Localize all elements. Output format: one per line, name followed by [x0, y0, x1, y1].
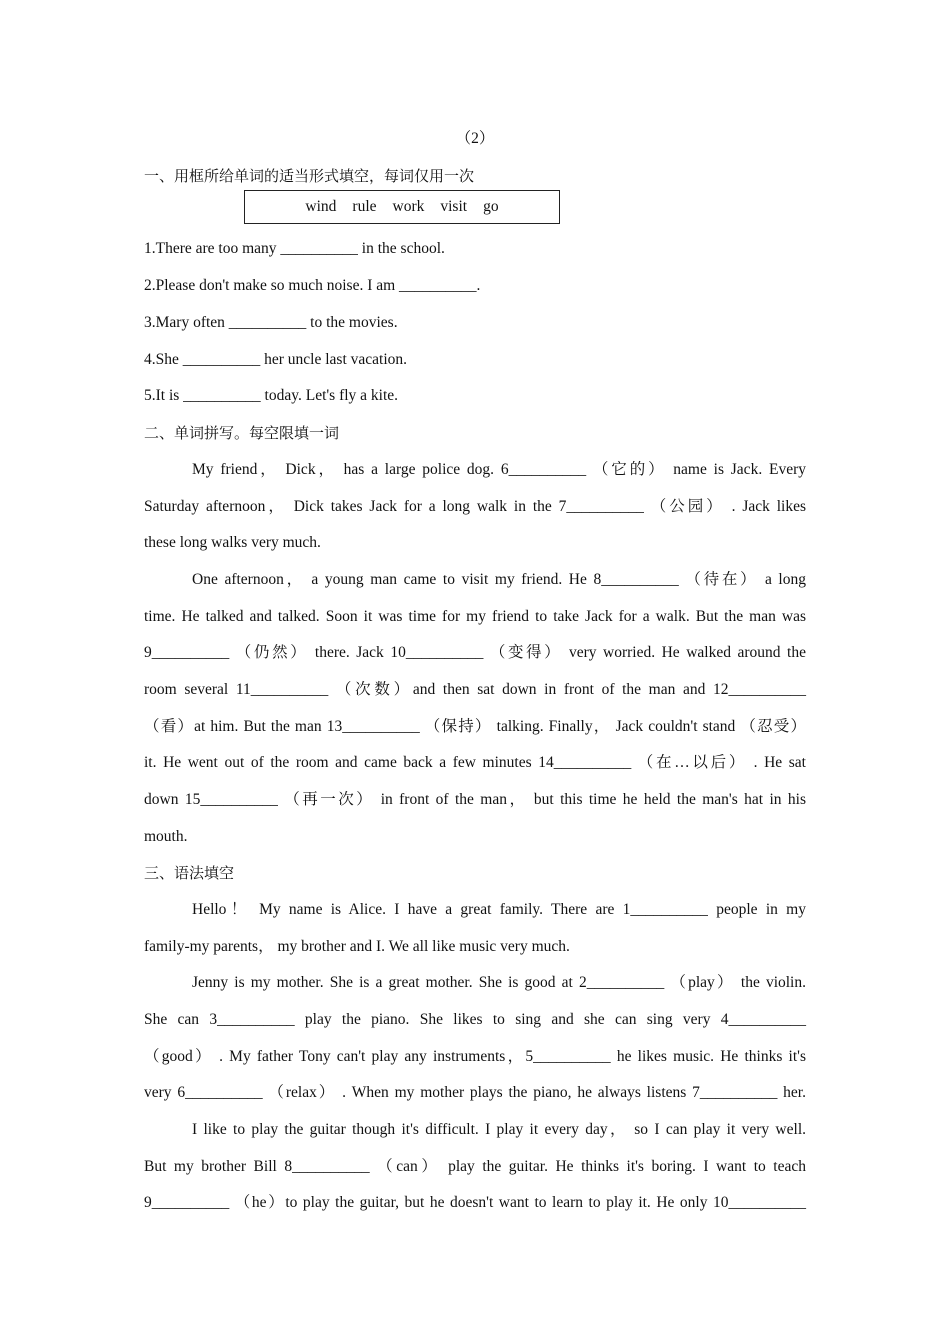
- question-item: 5.It is __________ today. Let's fly a kite.: [144, 387, 399, 404]
- passage-line: Hello！ My name is Alice. I have a great family. There are 1__________ people in my: [192, 901, 806, 918]
- passage-line: Jenny is my mother. She is a great mother. She is good at 2__________ （play） the violin.: [192, 974, 806, 991]
- question-item: 1.There are too many __________ in the school.: [144, 240, 445, 257]
- passage-line: But my brother Bill 8__________ （can） play the guitar. He thinks it's boring. I want to teach: [144, 1158, 806, 1175]
- passage-line: 9__________ （he）to play the guitar, but he doesn't want to learn to play it. He only 10__________: [144, 1194, 806, 1211]
- word-box-word: wind: [305, 198, 337, 215]
- passage-line: it. He went out of the room and came back a few minutes 14__________ （在…以后） . He sat: [144, 754, 806, 771]
- passage-line: She can 3__________ play the piano. She likes to sing and she can sing very 4__________: [144, 1011, 806, 1028]
- passage-line: room several 11__________ （次数）and then sat down in front of the man and 12__________: [144, 681, 806, 698]
- section3-heading: 三、语法填空: [144, 864, 235, 882]
- word-box-word: work: [392, 198, 425, 215]
- passage-line: Saturday afternoon， Dick takes Jack for a long walk in the 7__________ （公园） . Jack likes: [144, 498, 806, 515]
- question-item: 2.Please don't make so much noise. I am __________.: [144, 277, 481, 294]
- passage-line: 9__________ （仍然） there. Jack 10__________ （变得） very worried. He walked around the: [144, 644, 806, 661]
- word-box-word: go: [483, 198, 499, 215]
- passage-line: time. He talked and talked. Soon it was time for my friend to take Jack for a walk. But the man was: [144, 608, 806, 625]
- section2-heading: 二、单词拼写。每空限填一词: [144, 424, 340, 442]
- passage-line: One afternoon， a young man came to visit my friend. He 8__________ （待在） a long: [192, 571, 806, 588]
- word-box-word: visit: [440, 198, 468, 215]
- passage-line: My friend， Dick， has a large police dog. 6__________ （它的） name is Jack. Every: [192, 461, 806, 478]
- passage-line: （good） . My father Tony can't play any instruments，5__________ he likes music. He thinks it's: [144, 1048, 806, 1065]
- passage-line: down 15__________ （再一次） in front of the man， but this time he held the man's hat in his: [144, 791, 806, 808]
- question-item: 4.She __________ her uncle last vacation.: [144, 351, 408, 368]
- passage-line: （看）at him. But the man 13__________ （保持） talking. Finally， Jack couldn't stand （忍受）: [144, 718, 806, 735]
- word-box-word: rule: [352, 198, 377, 215]
- passage-line: these long walks very much.: [144, 534, 321, 551]
- passage-line: I like to play the guitar though it's difficult. I play it every day， so I can play it very well.: [192, 1121, 806, 1138]
- passage-line: mouth.: [144, 828, 188, 845]
- passage-line: very 6__________ （relax） . When my mother plays the piano, he always listens 7__________ her.: [144, 1084, 806, 1101]
- page-title: （2）: [455, 130, 495, 147]
- section1-heading: 一、用框所给单词的适当形式填空，每词仅用一次: [144, 167, 475, 185]
- question-item: 3.Mary often __________ to the movies.: [144, 314, 398, 331]
- passage-line: family-my parents， my brother and I. We all like music very much.: [144, 938, 570, 955]
- word-box: [244, 190, 560, 224]
